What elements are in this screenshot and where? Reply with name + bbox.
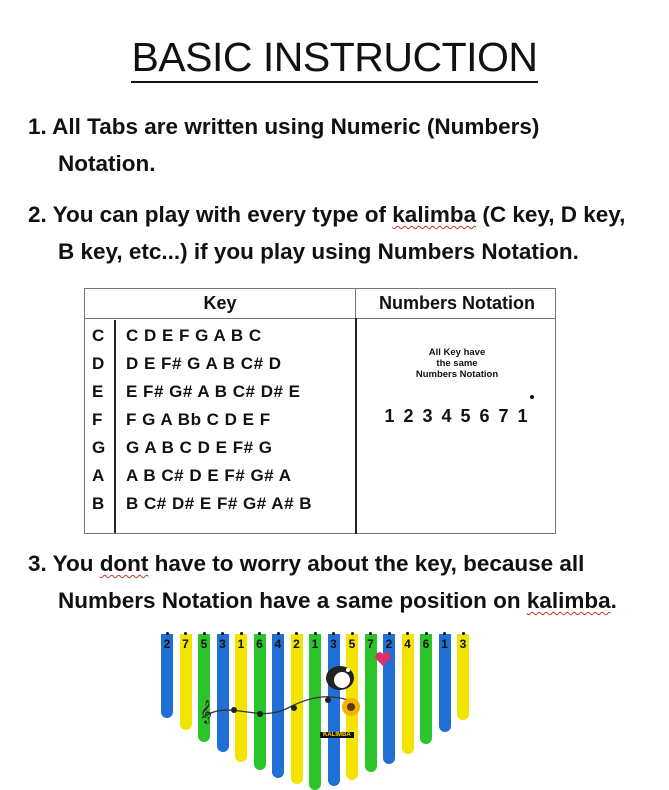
kalimba-tine-label: 1 xyxy=(237,637,245,651)
kalimba-tine-dot xyxy=(166,632,169,635)
table-row xyxy=(85,406,355,434)
step-3-line-1b: have to worry about the key, because all xyxy=(148,551,585,576)
kalimba-tine-label: 3 xyxy=(459,637,467,651)
table-row xyxy=(85,378,355,406)
kalimba-tine-label: 2 xyxy=(385,637,393,651)
kalimba-tine-dot xyxy=(388,632,391,635)
row-notes: C D E F G A B C xyxy=(126,326,262,345)
kalimba-tine-dot xyxy=(221,632,224,635)
table-row xyxy=(85,462,355,490)
kalimba-tine-label: 3 xyxy=(330,637,337,651)
same-note-line-3: Numbers Notation xyxy=(415,369,499,380)
kalimba-tine-dot xyxy=(240,632,243,635)
table-row xyxy=(85,490,355,518)
kalimba-tine-label: 7 xyxy=(182,637,189,651)
octave-dot xyxy=(530,395,534,399)
numbers-notation-sequence: 1 2 3 4 5 6 7 1 xyxy=(384,406,530,426)
step-3-line-2-text: Numbers Notation have a same position on xyxy=(58,588,527,613)
row-notes: G A B C D E F# G xyxy=(126,438,273,457)
table-row xyxy=(85,350,355,378)
same-note-line-1: All Key have xyxy=(428,347,486,358)
kalimba-tine-label: 6 xyxy=(422,637,430,651)
kalimba-tine-dot xyxy=(406,632,409,635)
step-2-kalimba-word: kalimba xyxy=(392,202,477,227)
kalimba-tine-label: 1 xyxy=(311,637,319,651)
key-notation-table xyxy=(84,288,556,534)
table-row xyxy=(85,322,355,350)
kalimba-tine-dot xyxy=(258,632,261,635)
step-3 xyxy=(28,545,617,619)
kalimba-tine-dot xyxy=(351,632,354,635)
same-note-line-2: the same xyxy=(436,358,478,369)
kalimba-tine-label: 2 xyxy=(163,637,171,651)
svg-text:𝄞: 𝄞 xyxy=(200,699,212,723)
row-notes: E F# G# A B C# D# E xyxy=(126,382,301,401)
kalimba-tine-dot xyxy=(295,632,298,635)
kalimba-tine-dot xyxy=(277,632,280,635)
kalimba-tine-dot xyxy=(443,632,446,635)
header-numbers-notation: Numbers Notation xyxy=(355,289,558,318)
heart-icon xyxy=(374,650,392,668)
step-3-line-2-end: . xyxy=(610,588,617,613)
kalimba-tine-dot xyxy=(203,632,206,635)
row-key: E xyxy=(92,382,104,401)
step-2-line-2: B key, etc...) if you play using Numbers Notation. xyxy=(58,239,579,264)
kalimba-tine-label: 5 xyxy=(348,637,356,651)
kalimba-tine-dot xyxy=(184,632,187,635)
kalimba-tine-dot xyxy=(314,632,317,635)
kalimba-brand: KALIMBA xyxy=(320,732,354,738)
step-2 xyxy=(28,196,625,270)
kalimba-tine-dot xyxy=(462,632,465,635)
step-1-line-1: 1. All Tabs are written using Numeric (Numbers) xyxy=(28,114,540,139)
row-notes: B C# D# E F# G# A# B xyxy=(126,494,313,513)
kalimba-tine-label: 4 xyxy=(274,637,282,651)
row-key: G xyxy=(92,438,106,457)
row-key: C xyxy=(92,326,105,345)
kalimba-tine-dot xyxy=(369,632,372,635)
penguin-decoration xyxy=(318,658,362,694)
kalimba-tine-label: 3 xyxy=(219,637,226,651)
kalimba-tine-label: 5 xyxy=(200,637,208,651)
same-notation-note xyxy=(357,347,557,380)
table-row xyxy=(85,434,355,462)
row-notes: D E F# G A B C# D xyxy=(126,354,282,373)
kalimba-tine-dot xyxy=(425,632,428,635)
step-1-line-2: Notation. xyxy=(58,151,156,176)
kalimba-tine-dot xyxy=(332,632,335,635)
row-key: D xyxy=(92,354,105,373)
step-2-line-1a: 2. You can play with every type of xyxy=(28,202,393,227)
sunflower-icon xyxy=(340,696,362,718)
step-3-line-1a: 3. You xyxy=(28,551,100,576)
step-2-line-1b: (C key, D key, xyxy=(476,202,626,227)
row-notes: A B C# D E F# G# A xyxy=(126,466,292,485)
row-notes: F G A Bb C D E F xyxy=(126,410,271,429)
row-key: F xyxy=(92,410,103,429)
kalimba-tine-label: 6 xyxy=(256,637,263,651)
step-3-dont-word: dont xyxy=(99,551,149,576)
kalimba-illustration xyxy=(150,622,480,787)
row-key: A xyxy=(92,466,105,485)
table-header xyxy=(85,289,555,319)
header-key: Key xyxy=(203,293,237,313)
step-3-kalimba-word: kalimba xyxy=(526,588,611,613)
kalimba-tine-label: 2 xyxy=(293,637,300,651)
music-notes-decoration xyxy=(198,688,358,728)
kalimba-tine xyxy=(402,634,414,754)
page-title-text: BASIC INSTRUCTION xyxy=(131,34,537,83)
step-1 xyxy=(28,108,539,182)
step-3-line-2 xyxy=(28,582,617,619)
kalimba-tine-label: 7 xyxy=(367,637,374,651)
row-key: B xyxy=(92,494,105,513)
page-title xyxy=(0,34,669,81)
kalimba-tine-label: 1 xyxy=(441,637,448,651)
kalimba-tine-label: 4 xyxy=(404,637,411,651)
